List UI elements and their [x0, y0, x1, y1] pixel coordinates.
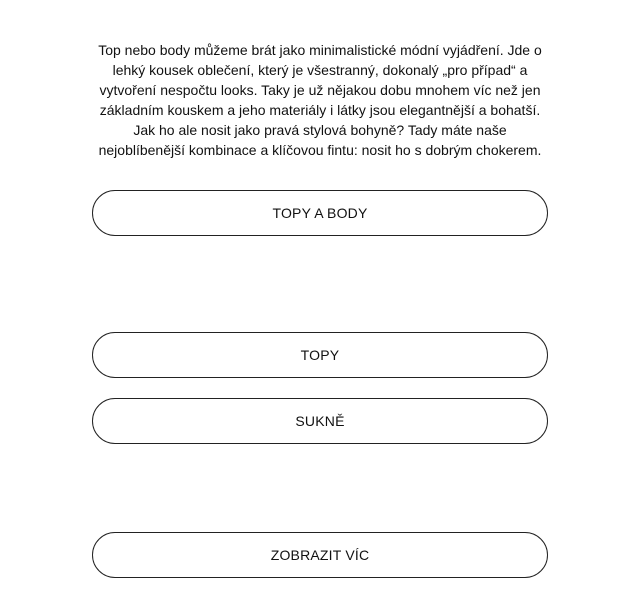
intro-text: Top nebo body můžeme brát jako minimalistické módní vyjádření. Jde o lehký kousek oblečení, který je všestranný, dokonalý „pro případ“ a vytvoření nespočtu looks. Taky je už nějakou dobu mnohem víc než jen základním kouskem a jeho materiály i látky jsou elegantnější a bohatší. Jak ho ale nosit jako pravá stylová bohyně? Tady máte naše nejoblíbenější kombinace a klíčovou fintu: nosit ho s dobrým chokerem. — [98, 42, 542, 158]
tops-and-bodies-button[interactable]: TOPY A BODY — [92, 190, 548, 236]
tops-button[interactable]: TOPY — [92, 332, 548, 378]
skirts-button[interactable]: SUKNĚ — [92, 398, 548, 444]
show-more-button[interactable]: ZOBRAZIT VÍC — [92, 532, 548, 578]
